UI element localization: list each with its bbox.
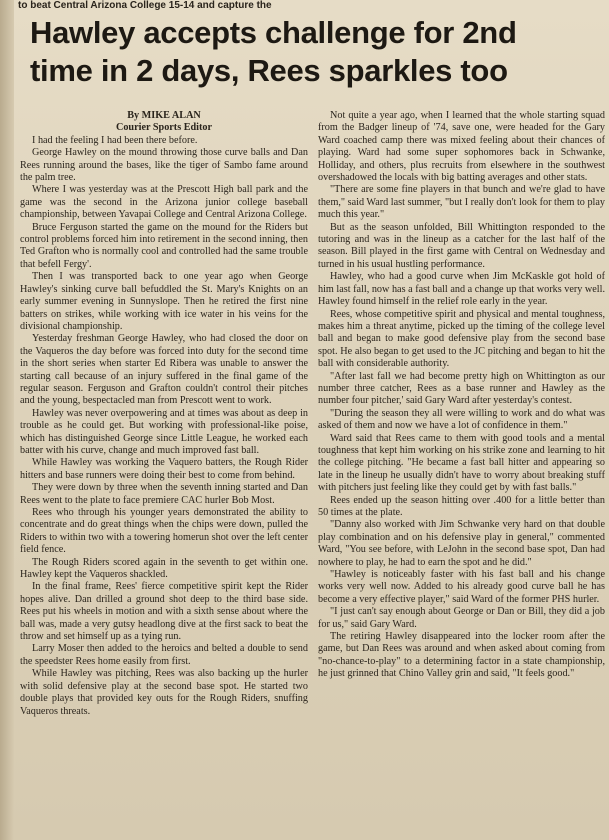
article-paragraph: Then I was transported back to one year ago when George Hawley's sinking curve ball befuddled the St. Mary's Knights on an early summer evening in Sunnyslope. Then he retired the first nine batters on strikes, while working with ice water in his veins for the divisional championship. (20, 271, 308, 332)
article-paragraph: Rees, whose competitive spirit and physical and mental toughness, makes him a threat anytime, picked up the timing of the college level ball and began to make good defensive play from the second base spot. He also began to get used to the JC pitching and began to hit the ball with considerable authority. (318, 308, 605, 370)
article-paragraph: While Hawley was working the Vaquero batters, the Rough Rider hitters and base runners were doing their best to come from behind. (20, 457, 308, 481)
article-paragraph: Bruce Ferguson started the game on the mound for the Riders but control problems forced him into retirement in the second inning, then Ted Grafton who is normally cool and controlled had the same trouble that befell Fergy'. (20, 221, 308, 270)
article-paragraph: Not quite a year ago, when I learned that the whole starting squad from the Badger lineup of '74, save one, were headed for the Gary Ward coached camp there was mixed feeling about their chances of playing. Ward had some super sophomores back in Schwanke, Holliday, and others, plus recruits from elsewhere in the southwest overshadowed the locals with big batting averages and other stats. (318, 110, 605, 184)
article-paragraph: "During the season they all were willing to work and do what was asked of them and now we have a lot of confidence in them." (318, 407, 605, 432)
headline-line-2: time in 2 days, Rees sparkles too (30, 53, 508, 88)
article-paragraph: Larry Moser then added to the heroics and belted a double to send the speedster Rees home easily from first. (20, 643, 308, 667)
article-paragraph: "Hawley is noticeably faster with his fast ball and his change works very well now. Added to his already good curve ball he has become a very effective player," said Ward of the former PHS hurler. (318, 569, 605, 605)
article-column-left (20, 110, 308, 840)
torn-page-edge (0, 0, 14, 840)
byline: By MIKE ALAN (127, 110, 201, 121)
article-paragraph: Yesterday freshman George Hawley, who had closed the door on the Vaqueros the day before was forced into duty for the second time in the short series when starter Ed Ribera was unable to answer the starting call because of an injury suffered in the final game of the regular season. Ferguson and Grafton couldn't control their pitches and the young, bespectacled man from Prescott went to work. (20, 333, 308, 407)
article-paragraph: "Danny also worked with Jim Schwanke very hard on that double play combination and on his defensive play in general," commented Ward, "You see before, with LeJohn in the second base spot, Dan had nowhere to play, he had to earn the spot and he did." (318, 519, 605, 568)
article-paragraph: They were down by three when the seventh inning started and Dan Rees went to the plate to face premiere CAC hurler Bob Most. (20, 482, 308, 506)
article-paragraph: Rees who through his younger years demonstrated the ability to concentrate and do great things when the chips were down, pulled the Riders to within two with a towering homerun shot over the left center field fence. (20, 507, 308, 556)
article-paragraph: But as the season unfolded, Bill Whittington responded to the tutoring and was in the lineup as a catcher for the last half of the season. Bill played in the first game with Central on Wednesday and turned in his usual hustling performance. (318, 221, 605, 270)
article-paragraph: Where I was yesterday was at the Prescott High ball park and the game was the second in the Arizona junior college baseball championship, between Yavapai College and Central Arizona College. (20, 184, 308, 221)
headline-line-1: Hawley accepts challenge for 2nd (30, 15, 517, 50)
article-column-right (318, 110, 605, 840)
article-paragraph: Ward said that Rees came to them with good tools and a mental toughness that kept him working on his strike zone and learning to hit the college pitching. "He became a fast ball hitter and appearing so late in the lineup he usually didn't have to worry about breaking stuff with pitchers just feeling like they could get by with fast balls." (318, 432, 605, 494)
article-paragraph: While Hawley was pitching, Rees was also backing up the hurler with solid defensive play at the second base spot. He started two double plays that provided key outs for the Rough Riders, snuffing Vaqueros threats. (20, 668, 308, 717)
article-paragraph: "I just can't say enough about George or Dan or Bill, they did a job for us," said Gary Ward. (318, 606, 605, 630)
headline (30, 14, 605, 90)
article-paragraph: Rees ended up the season hitting over .400 for a little better than 50 times at the plate. (318, 494, 605, 518)
article-paragraph: Hawley was never overpowering and at times was about as deep in trouble as he could get. But working with professional-like poise, which has distinguished George since Little League, he worked each batter with his curve, change and much improved fast ball. (20, 407, 308, 456)
article-paragraph: In the final frame, Rees' fierce competitive spirit kept the Rider hopes alive. Dan drilled a ground shot deep to the third base side. Rees put his wheels in motion and with a sixth sense about where the ball was, made a very gutsy headlong dive at the first sack to beat the throw and set himself up as a tying run. (20, 581, 308, 643)
article-paragraph: George Hawley on the mound throwing those curve balls and Dan Rees running around the bases, like the tiger of Sambo fame around the palm tree. (20, 147, 308, 184)
article-paragraph: Hawley, who had a good curve when Jim McKaskle got hold of him last fall, now has a fast ball and a change up that works very well. Hawley found himself in the relief role early in the year. (318, 271, 605, 308)
byline-title: Courier Sports Editor (115, 122, 213, 134)
article-paragraph: The retiring Hawley disappeared into the locker room after the game, but Dan Rees was around and when asked about coming from "no-chance-to-play" to a determining factor in a state championship, he just grinned that Chino Valley grin and said, "It feels good." (318, 631, 605, 680)
article-paragraph: The Rough Riders scored again in the seventh to get within one. Hawley kept the Vaqueros shackled. (20, 556, 308, 581)
article-paragraph: I had the feeling I had been there before. (32, 134, 198, 146)
deck-line: to beat Central Arizona College 15-14 and capture the (18, 0, 272, 11)
article-paragraph: "There are some fine players in that bunch and we're glad to have them," said Ward last summer, "but I really don't look for them to play much this year." (318, 184, 605, 221)
article-paragraph: "After last fall we had become pretty high on Whittington as our number three catcher, Rees as a base runner and Hawley as the number four pitcher,' said Gary Ward after yesterday's contest. (318, 370, 605, 407)
